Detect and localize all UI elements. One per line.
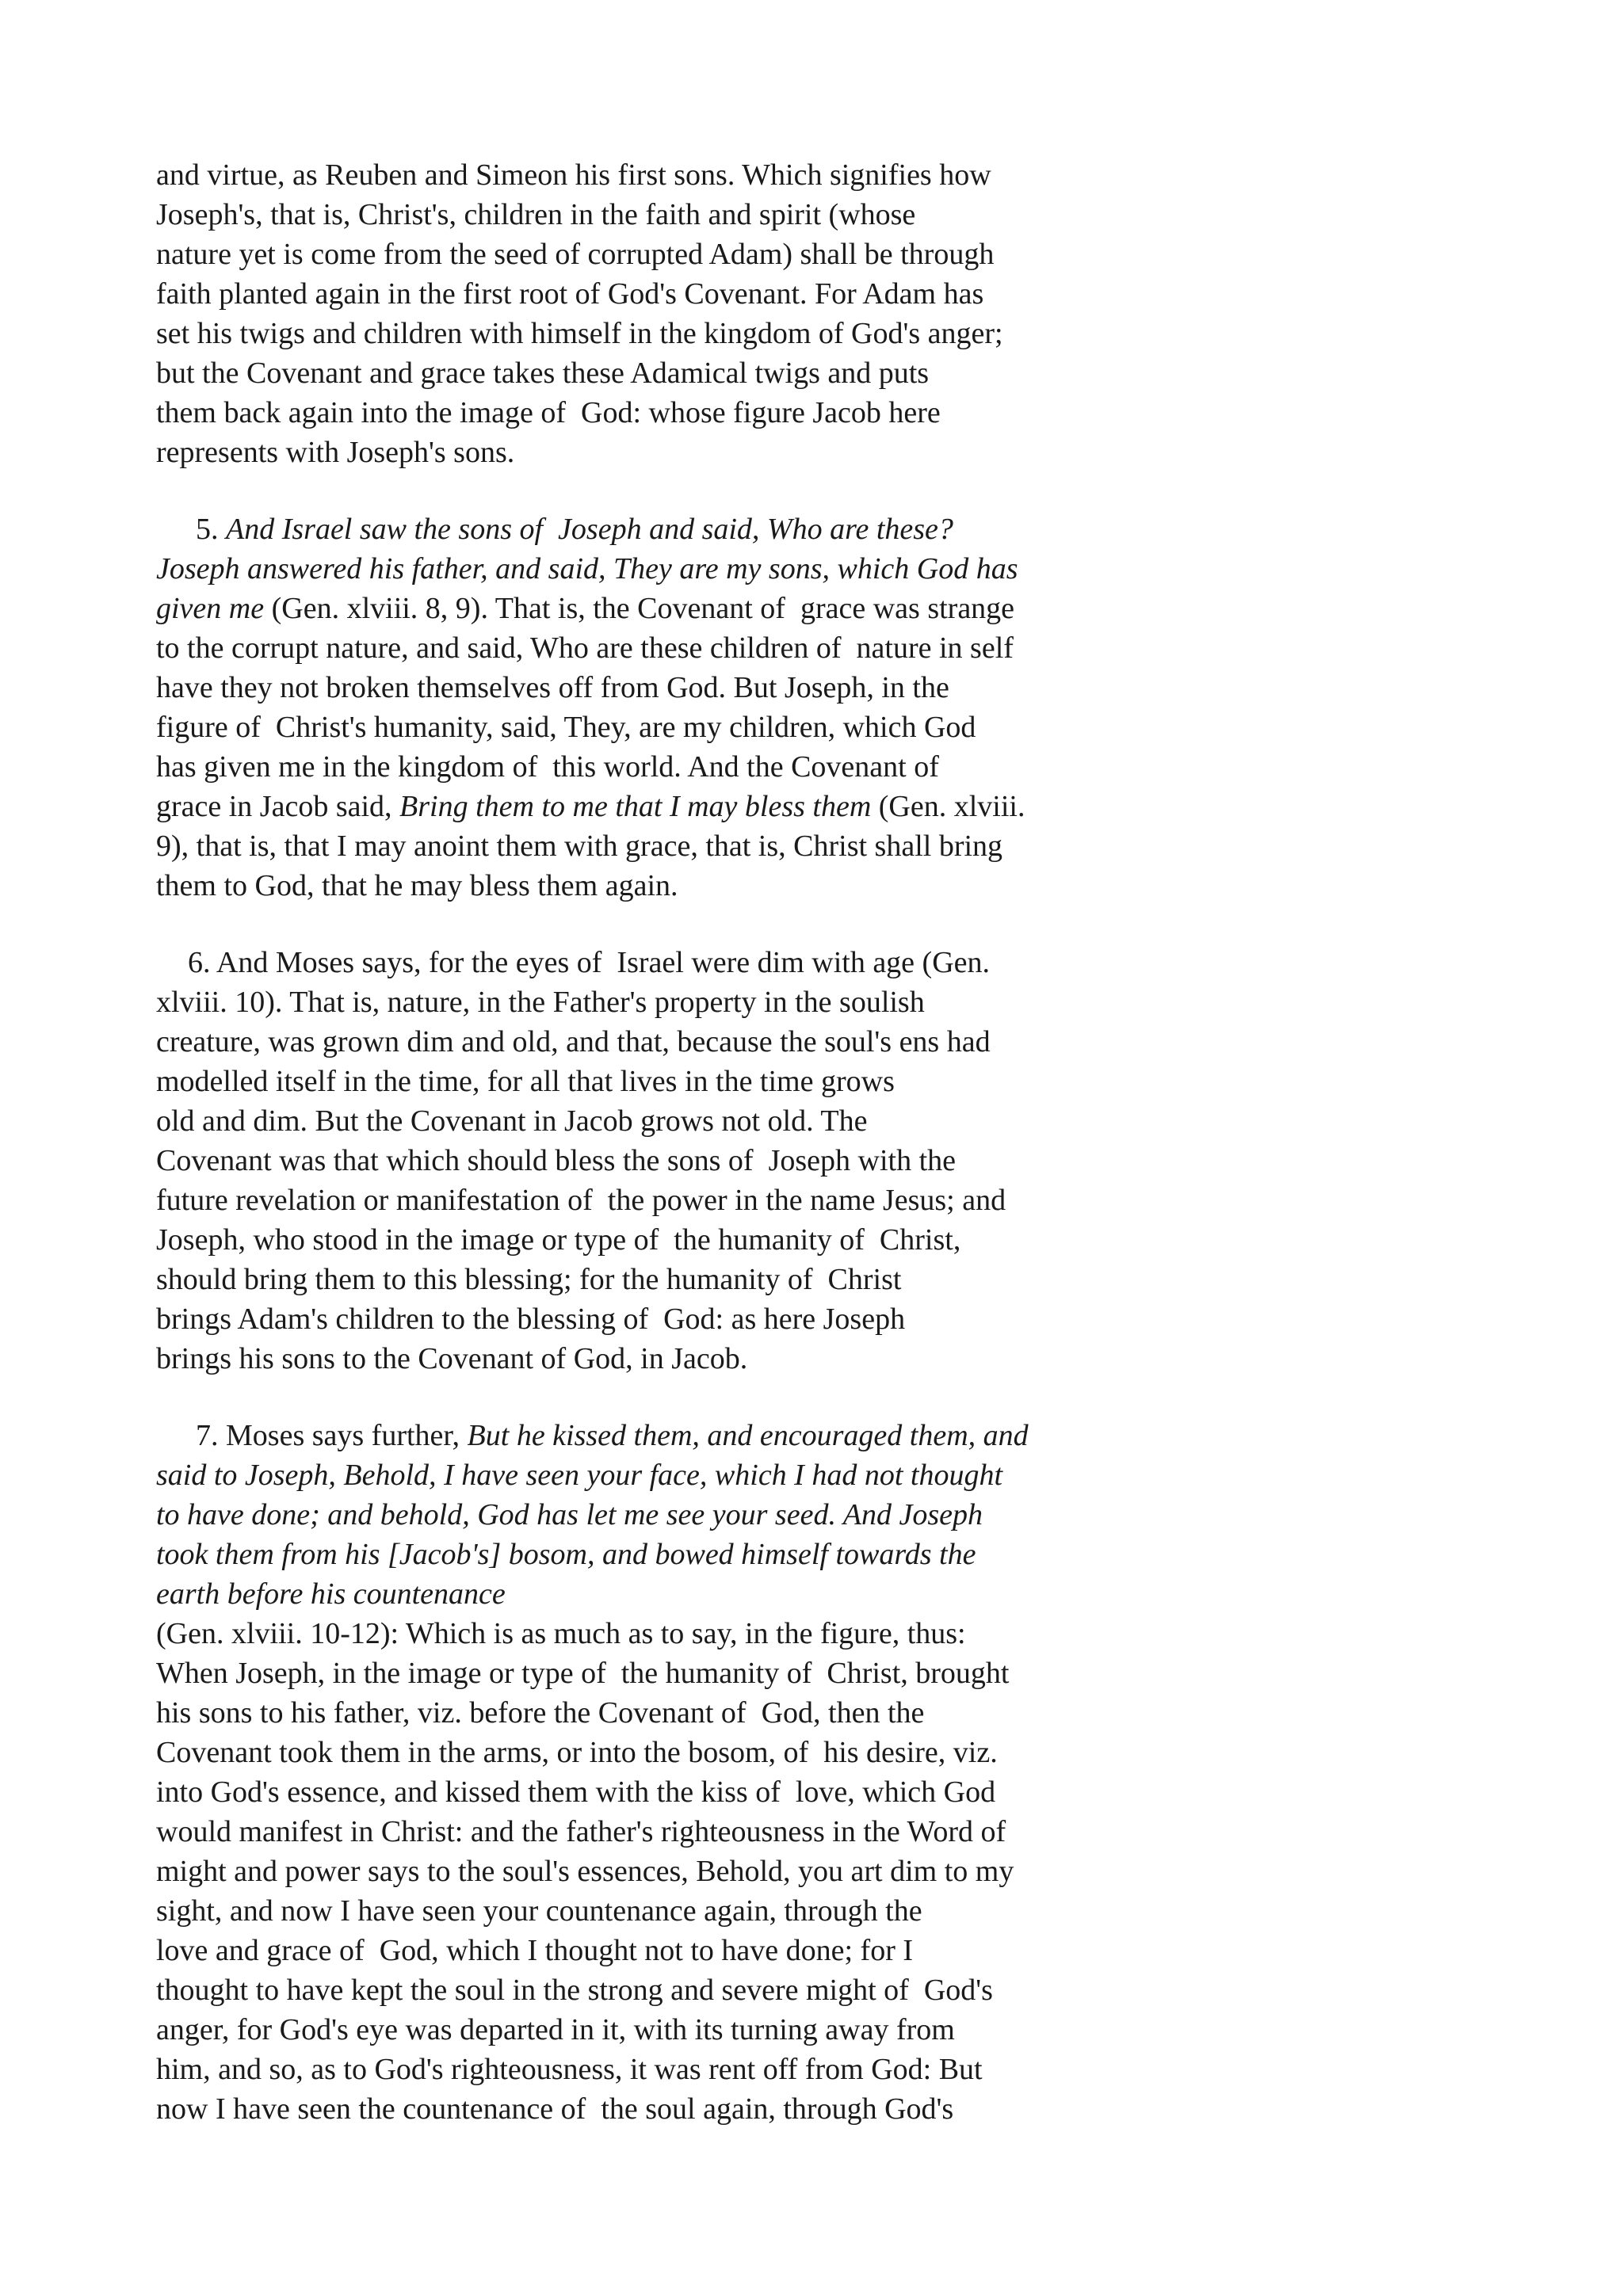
text-line bbox=[156, 314, 1186, 353]
text-segment: brings Adam's children to the blessing of God: as here Joseph bbox=[156, 1302, 906, 1336]
text-line bbox=[156, 433, 1186, 472]
text-line bbox=[156, 1416, 1186, 1455]
text-segment: figure of Christ's humanity, said, They, are my children, which God bbox=[156, 711, 976, 744]
text-segment: Joseph, who stood in the image or type of the humanity of Christ, bbox=[156, 1223, 961, 1257]
text-line bbox=[156, 787, 1186, 826]
text-line bbox=[156, 668, 1186, 707]
text-line bbox=[156, 2050, 1186, 2089]
text-line bbox=[156, 2010, 1186, 2050]
text-segment: to the corrupt nature, and said, Who are these children of nature in self bbox=[156, 631, 1014, 665]
italic-segment: earth before his countenance bbox=[156, 1577, 506, 1611]
text-segment: into God's essence, and kissed them with the kiss of love, which God bbox=[156, 1775, 996, 1809]
italic-segment: took them from his [Jacob's] bosom, and bowed himself towards the bbox=[156, 1538, 976, 1571]
text-line bbox=[156, 1495, 1186, 1535]
text-line bbox=[156, 1101, 1186, 1141]
italic-segment: But he kissed them, and encouraged them, and bbox=[467, 1419, 1029, 1452]
paragraph-p7 bbox=[156, 1416, 1186, 2129]
text-line bbox=[156, 866, 1186, 906]
italic-segment: said to Joseph, Behold, I have seen your face, which I had not thought bbox=[156, 1459, 1003, 1492]
text-segment: 5. bbox=[196, 513, 226, 546]
text-line bbox=[156, 393, 1186, 433]
text-line bbox=[156, 747, 1186, 787]
text-line bbox=[156, 943, 1186, 982]
text-segment: should bring them to this blessing; for the humanity of Christ bbox=[156, 1263, 902, 1296]
text-segment: them to God, that he may bless them again. bbox=[156, 869, 678, 902]
italic-segment: to have done; and behold, God has let me see your seed. And Joseph bbox=[156, 1498, 983, 1531]
text-segment: xlviii. 10). That is, nature, in the Father's property in the soulish bbox=[156, 986, 925, 1019]
text-segment: grace in Jacob said, bbox=[156, 790, 400, 823]
text-line bbox=[156, 1062, 1186, 1101]
paragraph-gap bbox=[156, 1379, 1186, 1416]
text-segment: and virtue, as Reuben and Simeon his first sons. Which signifies how bbox=[156, 158, 991, 192]
text-line bbox=[156, 1141, 1186, 1180]
text-line bbox=[156, 195, 1186, 235]
text-line bbox=[156, 1574, 1186, 1614]
paragraph-p6 bbox=[156, 943, 1186, 1379]
text-segment: faith planted again in the first root of God's Covenant. For Adam has bbox=[156, 277, 984, 311]
text-segment: them back again into the image of God: whose figure Jacob here bbox=[156, 396, 941, 429]
text-line bbox=[156, 1852, 1186, 1891]
text-line bbox=[156, 1455, 1186, 1495]
text-segment: When Joseph, in the image or type of the humanity of Christ, brought bbox=[156, 1657, 1010, 1690]
text-line bbox=[156, 1653, 1186, 1693]
text-line bbox=[156, 235, 1186, 274]
text-line bbox=[156, 1614, 1186, 1653]
text-line bbox=[156, 1970, 1186, 2010]
text-line bbox=[156, 707, 1186, 747]
italic-segment: given me bbox=[156, 592, 265, 625]
document-page bbox=[156, 155, 1186, 2129]
text-line bbox=[156, 1733, 1186, 1772]
text-segment: set his twigs and children with himself in the kingdom of God's anger; bbox=[156, 317, 1003, 350]
text-segment: future revelation or manifestation of the power in the name Jesus; and bbox=[156, 1184, 1006, 1217]
text-line bbox=[156, 982, 1186, 1022]
text-line bbox=[156, 1220, 1186, 1260]
text-line bbox=[156, 1339, 1186, 1379]
text-line bbox=[156, 1812, 1186, 1852]
text-segment: have they not broken themselves off from God. But Joseph, in the bbox=[156, 671, 949, 704]
text-line bbox=[156, 826, 1186, 866]
text-line bbox=[156, 1891, 1186, 1931]
text-segment: but the Covenant and grace takes these Adamical twigs and puts bbox=[156, 357, 930, 390]
text-line bbox=[156, 1299, 1186, 1339]
text-line bbox=[156, 155, 1186, 195]
paragraph-p5 bbox=[156, 509, 1186, 906]
paragraph-gap bbox=[156, 906, 1186, 943]
text-segment: Covenant took them in the arms, or into the bosom, of his desire, viz. bbox=[156, 1736, 998, 1769]
text-line bbox=[156, 1180, 1186, 1220]
text-line bbox=[156, 1260, 1186, 1299]
text-line bbox=[156, 589, 1186, 628]
text-line bbox=[156, 628, 1186, 668]
text-segment: old and dim. But the Covenant in Jacob grows not old. The bbox=[156, 1104, 868, 1138]
text-segment: thought to have kept the soul in the strong and severe might of God's bbox=[156, 1974, 993, 2007]
text-line bbox=[156, 549, 1186, 589]
text-line bbox=[156, 353, 1186, 393]
text-segment: modelled itself in the time, for all that lives in the time grows bbox=[156, 1065, 895, 1098]
text-segment: sight, and now I have seen your countenance again, through the bbox=[156, 1894, 922, 1928]
paragraph-p4-continued bbox=[156, 155, 1186, 472]
text-segment: him, and so, as to God's righteousness, it was rent off from God: But bbox=[156, 2053, 983, 2086]
text-line bbox=[156, 1772, 1186, 1812]
italic-segment: And Israel saw the sons of Joseph and said, Who are these? bbox=[226, 513, 953, 546]
text-segment: nature yet is come from the seed of corrupted Adam) shall be through bbox=[156, 238, 995, 271]
text-segment: represents with Joseph's sons. bbox=[156, 436, 515, 469]
text-segment: Joseph's, that is, Christ's, children in the faith and spirit (whose bbox=[156, 198, 916, 231]
text-segment: Covenant was that which should bless the sons of Joseph with the bbox=[156, 1144, 957, 1177]
text-segment: (Gen. xlviii. 8, 9). That is, the Covenant of grace was strange bbox=[264, 592, 1015, 625]
text-segment: 9), that is, that I may anoint them with grace, that is, Christ shall bring bbox=[156, 830, 1003, 863]
text-line bbox=[156, 1022, 1186, 1062]
text-line bbox=[156, 1693, 1186, 1733]
text-line bbox=[156, 2089, 1186, 2129]
text-segment: his sons to his father, viz. before the Covenant of God, then the bbox=[156, 1696, 925, 1730]
text-segment: would manifest in Christ: and the father's righteousness in the Word of bbox=[156, 1815, 1006, 1848]
text-line bbox=[156, 1931, 1186, 1970]
italic-segment: Bring them to me that I may bless them bbox=[399, 790, 872, 823]
text-line bbox=[156, 1535, 1186, 1574]
text-line bbox=[156, 274, 1186, 314]
text-segment: now I have seen the countenance of the soul again, through God's bbox=[156, 2092, 954, 2126]
text-segment: (Gen. xlviii. 10-12): Which is as much as to say, in the figure, thus: bbox=[156, 1617, 966, 1650]
text-segment: has given me in the kingdom of this world. And the Covenant of bbox=[156, 750, 939, 784]
text-segment: love and grace of God, which I thought not to have done; for I bbox=[156, 1934, 914, 1967]
text-segment: 6. And Moses says, for the eyes of Israel were dim with age (Gen. bbox=[188, 946, 991, 979]
text-segment: (Gen. xlviii. bbox=[871, 790, 1025, 823]
paragraph-gap bbox=[156, 472, 1186, 509]
text-segment: brings his sons to the Covenant of God, in Jacob. bbox=[156, 1342, 748, 1375]
text-segment: creature, was grown dim and old, and that, because the soul's ens had bbox=[156, 1025, 991, 1058]
italic-segment: Joseph answered his father, and said, They are my sons, which God has bbox=[156, 552, 1018, 585]
text-segment: 7. Moses says further, bbox=[196, 1419, 468, 1452]
text-segment: anger, for God's eye was departed in it, with its turning away from bbox=[156, 2013, 955, 2046]
text-line bbox=[156, 509, 1186, 549]
text-segment: might and power says to the soul's essences, Behold, you art dim to my bbox=[156, 1855, 1014, 1888]
